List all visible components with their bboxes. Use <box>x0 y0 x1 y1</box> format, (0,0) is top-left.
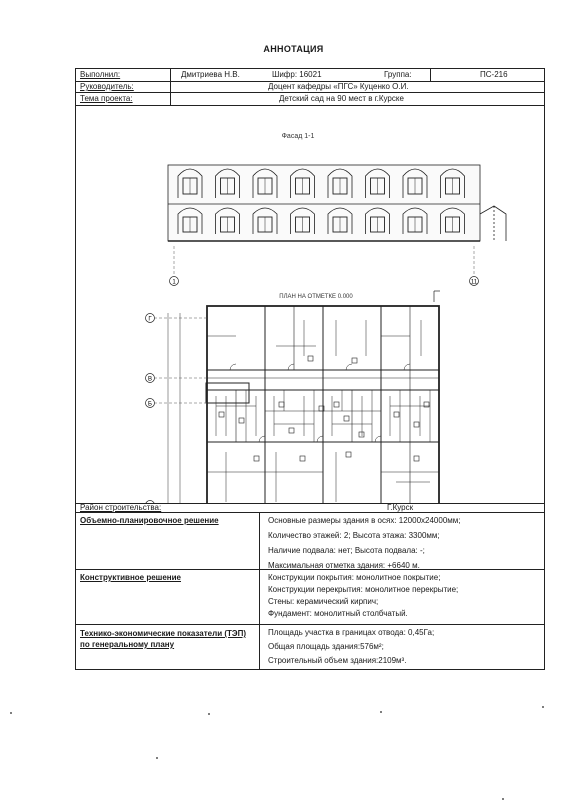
section-line: Основные размеры здания в осях: 12000х24000мм; <box>268 516 461 525</box>
section-line: Фундамент: монолитный столбчатый. <box>268 609 408 618</box>
topic-value: Детский сад на 90 мест в г.Курске <box>279 94 404 103</box>
cipher-value: Шифр: 16021 <box>272 70 322 79</box>
drawing-area <box>76 106 544 503</box>
region-label: Район строительства: <box>80 503 162 512</box>
axis-label: В <box>147 376 153 383</box>
scan-speck <box>10 712 12 714</box>
section-line: Площадь участка в границах отвода: 0,45Га; <box>268 628 435 637</box>
facade-title: Фасад 1-1 <box>281 133 315 140</box>
page-title: АННОТАЦИЯ <box>263 44 324 54</box>
section-line: Количество этажей: 2; Высота этажа: 3300мм; <box>268 531 440 540</box>
group-value: ПС-216 <box>480 70 508 79</box>
annotation-table <box>75 68 545 670</box>
performed-label: Выполнил: <box>80 70 121 79</box>
row-divider <box>76 624 544 625</box>
axis-label: 11 <box>470 279 478 286</box>
dimension-lines <box>168 313 439 503</box>
supervisor-label: Руководитель: <box>80 82 134 91</box>
supervisor-value: Доцент кафедры «ПГС» Куценко О.И. <box>268 82 409 91</box>
region-value: Г.Курск <box>387 503 414 512</box>
facade-elevation <box>168 165 506 241</box>
section-lines-tep <box>268 627 434 666</box>
section-label-layout: Объемно-планировочное решение <box>80 516 219 525</box>
scan-speck <box>542 706 544 708</box>
axis-label: 1 <box>172 279 176 286</box>
scan-speck <box>208 713 210 715</box>
scan-speck <box>156 757 158 759</box>
section-lines-structure <box>268 572 458 619</box>
column-divider <box>259 512 260 670</box>
section-label-tep: Технико-экономические показатели (ТЭП) по генеральному плану <box>80 629 246 649</box>
scan-speck <box>380 711 382 713</box>
column-divider <box>430 69 431 81</box>
section-lines-layout <box>268 515 461 571</box>
performed-value: Дмитриева Н.В. <box>181 70 240 79</box>
group-label: Группа: <box>384 70 412 79</box>
row-divider <box>76 92 544 93</box>
floor-plan <box>206 306 439 503</box>
column-divider <box>170 69 171 105</box>
section-label-structure: Конструктивное решение <box>80 573 181 582</box>
topic-label: Тема проекта: <box>80 94 133 103</box>
scan-speck <box>502 798 504 800</box>
axis-label: Б <box>148 401 152 408</box>
section-line: Строительный объем здания:2109м³. <box>268 656 407 665</box>
section-line: Конструкции перекрытия: монолитное перекрытие; <box>268 585 459 594</box>
section-line: Наличие подвала: нет; Высота подвала: -; <box>268 546 425 555</box>
section-line: Конструкции покрытия: монолитное покрытие; <box>268 573 441 582</box>
section-line: Общая площадь здания:576м²; <box>268 642 384 651</box>
section-line: Максимальная отметка здания: +6640 м. <box>268 561 420 570</box>
section-line: Стены: керамический кирпич; <box>268 597 379 606</box>
plan-title: ПЛАН НА ОТМЕТКЕ 0.000 <box>279 294 353 300</box>
axis-label: Г <box>148 316 152 323</box>
